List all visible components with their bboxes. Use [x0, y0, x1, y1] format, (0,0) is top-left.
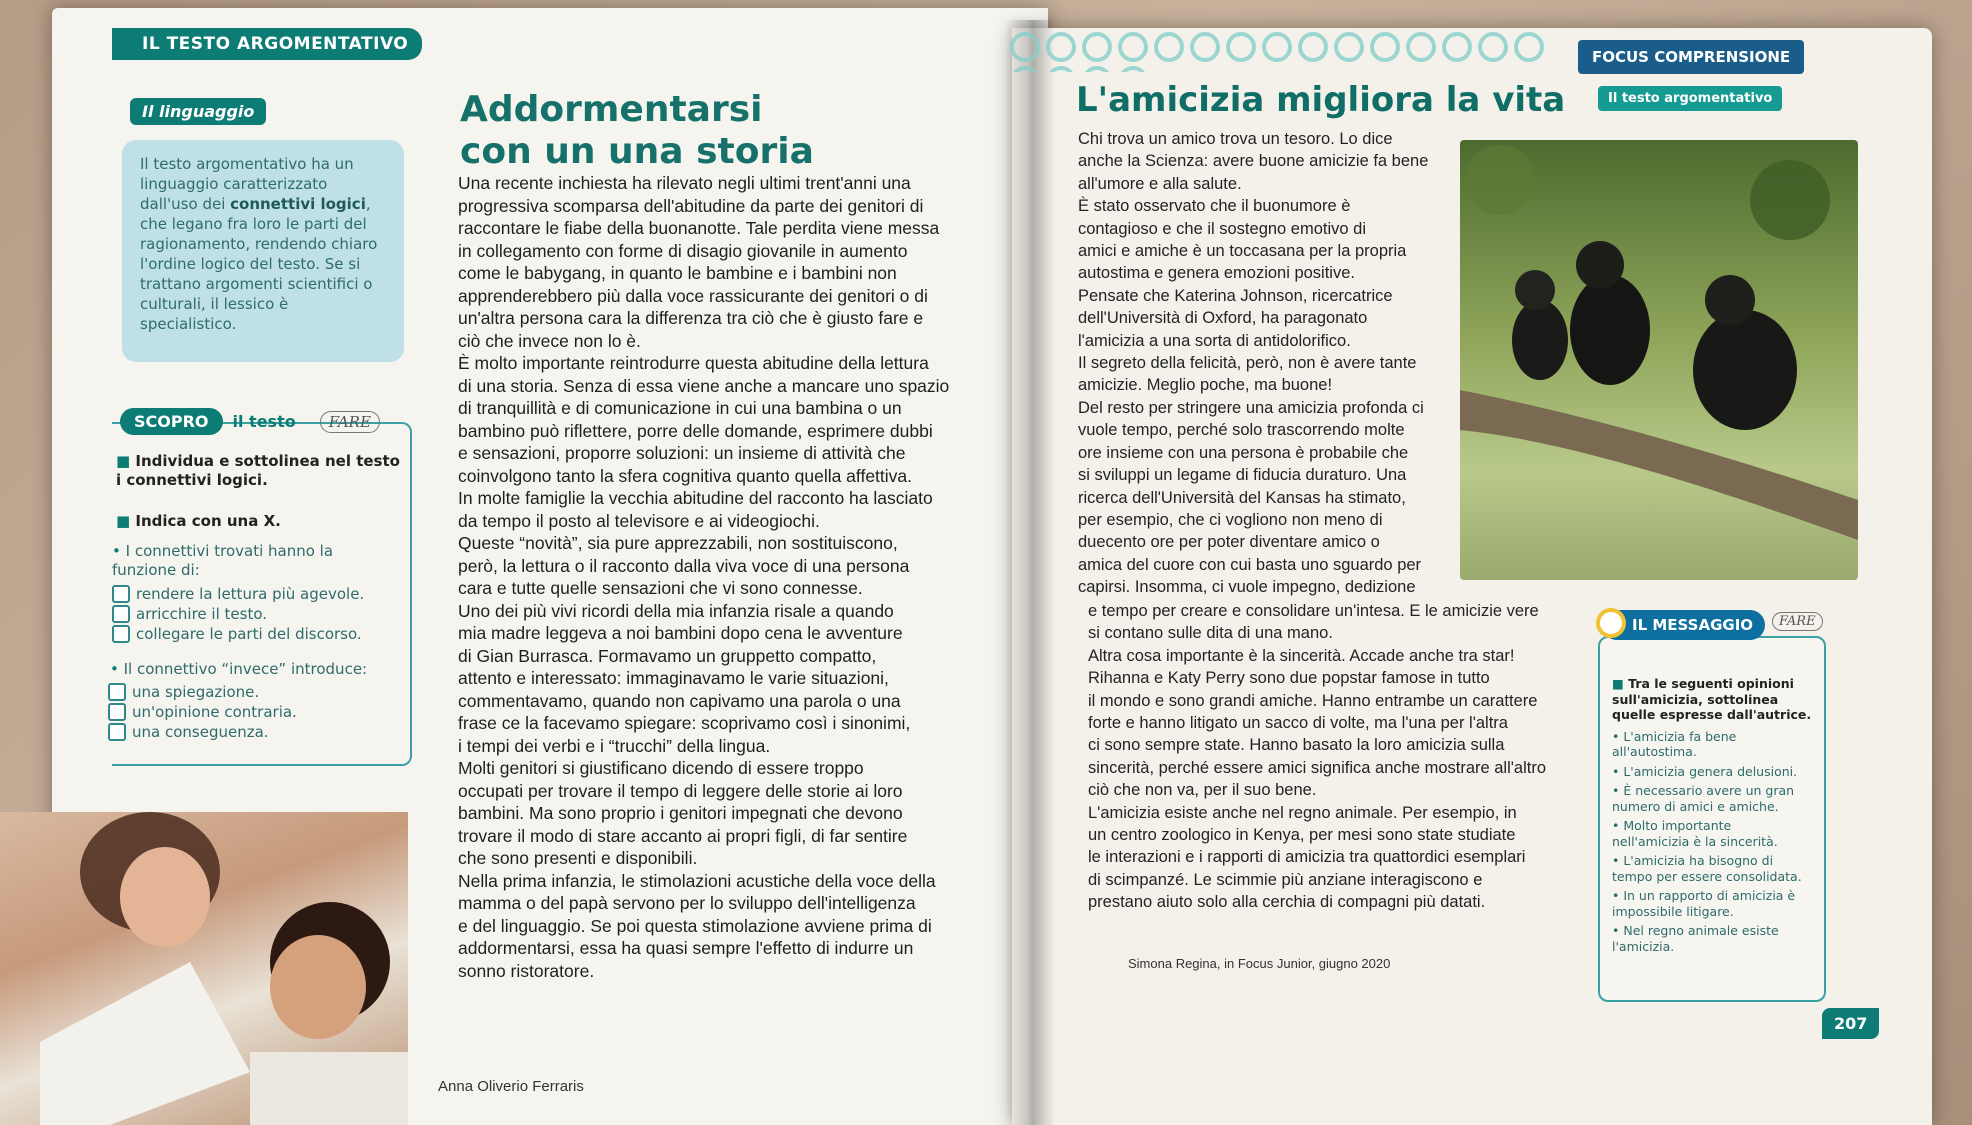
messaggio-item: • È necessario avere un gran numero di amici e amiche.: [1612, 783, 1795, 814]
scopro-task1: ■ Individua e sottolinea nel testo i connettivi logici.: [116, 452, 400, 489]
scopro-label: il testo: [232, 412, 296, 431]
question2-option-label: una spiegazione.: [132, 683, 260, 701]
testo-argomentativo-tag: Il testo argomentativo: [1598, 86, 1782, 111]
messaggio-item: • L'amicizia genera delusioni.: [1612, 763, 1798, 779]
question1-options: [112, 584, 364, 644]
checkbox-icon[interactable]: [112, 625, 130, 643]
scopro-header: [120, 408, 380, 435]
question1-option[interactable]: [112, 624, 364, 644]
question1-option[interactable]: [112, 584, 364, 604]
left-title-line1: Addormentarsi: [460, 89, 763, 130]
scopro-question2: • Il connettivo “invece” introduce:: [110, 660, 368, 678]
scopro-question1: • I connettivi trovati hanno la funzione di:: [112, 542, 334, 579]
question2-option-label: un'opinione contraria.: [132, 703, 297, 721]
checkbox-icon[interactable]: [112, 605, 130, 623]
question1-option-label: collegare le parti del discorso.: [136, 625, 362, 643]
handwritten-note-right: FARE: [1772, 612, 1823, 631]
messaggio-item: • Molto importante nell'amicizia è la sincerità.: [1612, 818, 1778, 849]
question1-option-label: arricchire il testo.: [136, 605, 268, 623]
question2-options: [108, 682, 297, 742]
checkbox-icon[interactable]: [108, 723, 126, 741]
checkbox-icon[interactable]: [112, 585, 130, 603]
left-author: Anna Oliverio Ferraris: [438, 1078, 584, 1095]
question2-option[interactable]: [108, 702, 297, 722]
section-tag: IL TESTO ARGOMENTATIVO: [112, 28, 422, 60]
page-number: 207: [1822, 1008, 1879, 1039]
messaggio-box: [1598, 636, 1826, 1002]
right-article-top: Chi trova un amico trova un tesoro. Lo dice anche la Scienza: avere buone amicizie fa bene all'umore e alla salute. È stato osservato che il buonumore è contagioso e che il sostegno emotivo di amici e amiche è un toccasana per la propria autostima e genera emozioni positive. Pensate che Katerina Johnson, ricercatrice dell'Università di Oxford, ha paragonato l'amicizia a una sorta di antidolorifico. Il segreto della felicità, però, non è avere tante amicizie. Meglio poche, ma buone! Del resto per stringere una amicizia profonda ci vuole tempo, perché solo trascorrendo molte ore insieme con una persona è probabile che si sviluppi un legame di fiducia duraturo. Una ricerca dell'Università del Kansas ha stimato, per esempio, che ci vogliono non meno di duecento ore per poter diventare amico o amica del cuore con cui basta uno sguardo per capirsi. Insomma, ci vuole impegno, dedizione: [1078, 130, 1429, 597]
messaggio-item: • Nel regno animale esiste l'amicizia.: [1612, 923, 1779, 954]
language-tag: Il linguaggio: [130, 98, 266, 125]
messaggio-items: [1612, 729, 1812, 955]
square-bullet-icon: ■: [116, 512, 136, 530]
right-article-bottom: e tempo per creare e consolidare un'intesa. E le amicizie vere si contano sulle dita di una mano. Altra cosa importante è la sincerità. Accade anche tra star! Rihanna e Katy Perry sono due popstar famose in tutto il mondo e sono grandi amiche. Hanno entrambe un carattere forte e hanno litigato un sacco di volte, ma l'una per l'altra ci sono sempre state. Hanno basato la loro amicizia sulla sincerità, perché essere amici significa anche mostrare all'altro ciò che non va, per il suo bene. L'amicizia esiste anche nel regno animale. Per esempio, in un centro zoologico in Kenya, per mesi sono state studiate le interazioni e i rapporti di amicizia tra quattordici esemplari di scimpanzé. Le scimmie più anziane interagiscono e prestano aiuto solo alla cerchia di compagni più datati.: [1088, 602, 1547, 912]
language-info-box: Il testo argomentativo ha un linguaggio caratterizzato dall'uso dei connettivi logici, che legano fra loro le parti del ragionamento, rendendo chiaro l'ordine logico del testo. Se si trattano argomenti scientifici o culturali, il lessico è specialistico.: [122, 140, 404, 362]
messaggio-instruction: ■ Tra le seguenti opinioni sull'amicizia, sottolinea quelle espresse dall'autrice.: [1612, 676, 1812, 722]
scopro-badge: SCOPRO: [120, 408, 223, 435]
question1-option-label: rendere la lettura più agevole.: [136, 585, 365, 603]
messaggio-item: • L'amicizia fa bene all'autostima.: [1612, 728, 1737, 759]
messaggio-item: • In un rapporto di amicizia è impossibile litigare.: [1612, 888, 1796, 919]
decorative-circles: [1010, 32, 1570, 72]
chimpanzees-photo: [1460, 140, 1858, 580]
question2-option[interactable]: [108, 682, 297, 702]
messaggio-tag: IL MESSAGGIO: [1602, 610, 1765, 640]
right-title: L'amicizia migliora la vita: [1076, 80, 1566, 120]
right-source: Simona Regina, in Focus Junior, giugno 2020: [1128, 956, 1391, 971]
question2-option[interactable]: [108, 722, 297, 742]
messaggio-item: • L'amicizia ha bisogno di tempo per essere consolidata.: [1612, 853, 1802, 884]
lightbulb-icon: [1596, 608, 1626, 638]
square-bullet-icon: ■: [116, 452, 136, 470]
focus-comprensione-tag: FOCUS COMPRENSIONE: [1578, 40, 1804, 74]
checkbox-icon[interactable]: [108, 683, 126, 701]
question2-option-label: una conseguenza.: [132, 723, 269, 741]
handwritten-note: FARE: [320, 411, 380, 433]
scopro-task2: ■ Indica con una X.: [116, 512, 281, 530]
checkbox-icon[interactable]: [108, 703, 126, 721]
left-article-body: Una recente inchiesta ha rilevato negli ultimi trent'anni una progressiva scomparsa dell'abitudine da parte dei genitori di raccontare le fiabe della buonanotte. Tale perdita viene messa in collegamento con forme di disagio giovanile in aumento come le babygang, in quanto le bambine e i bambini non apprenderebbero più dalla voce rassicurante dei genitori o di un'altra persona cara la differenza tra ciò che è giusto fare e ciò che invece non lo è. È molto importante reintrodurre questa abitudine della lettura di una storia. Senza di essa viene anche a mancare uno spazio di tranquillità e di comunicazione in cui una bambina o un bambino può riflettere, porre delle domande, esprimere dubbi e sensazioni, proporre soluzioni: un insieme di attività che coinvolgono tanto la sfera cognitiva quanto quella affettiva. In molte famiglie la vecchia abitudine del racconto ha lasciato da tempo il posto al televisore e ai videogiochi. Queste “novità”, sia pure apprezzabili, non sostituiscono, però, la lettura o il racconto dalla viva voce di una persona cara e tutte quelle sensazioni che vi sono connesse. Uno dei più vivi ricordi della mia infanzia risale a quando mia madre leggeva a noi bambini dopo cena le avventure di Gian Burrasca. Formavamo un gruppetto compatto, attento e interessato: immaginavamo le varie situazioni, commentavamo, quando non capivamo una parola o una frase ce la facevamo spiegare: scoprivamo così i sinonimi, i tempi dei verbi e i “trucchi” della lingua. Molti genitori si giustificano dicendo di essere troppo occupati per trovare il tempo di leggere delle storie ai loro bambini. Ma sono proprio i genitori impegnati che devono trovare il modo di stare accanto ai propri figli, di far sentire che sono presenti e disponibili. Nella prima infanzia, le stimolazioni acustiche della voce della mamma o del papà servono per lo sviluppo dell'intelligenza e del linguaggio. Se poi questa stimolazione avviene prima di addormentarsi, essa ha quasi sempre l'effetto di indurre un sonno ristoratore.: [458, 173, 950, 981]
left-title-line2: con un una storia: [460, 131, 814, 172]
question1-option[interactable]: [112, 604, 364, 624]
mother-child-reading-photo: [0, 812, 408, 1125]
